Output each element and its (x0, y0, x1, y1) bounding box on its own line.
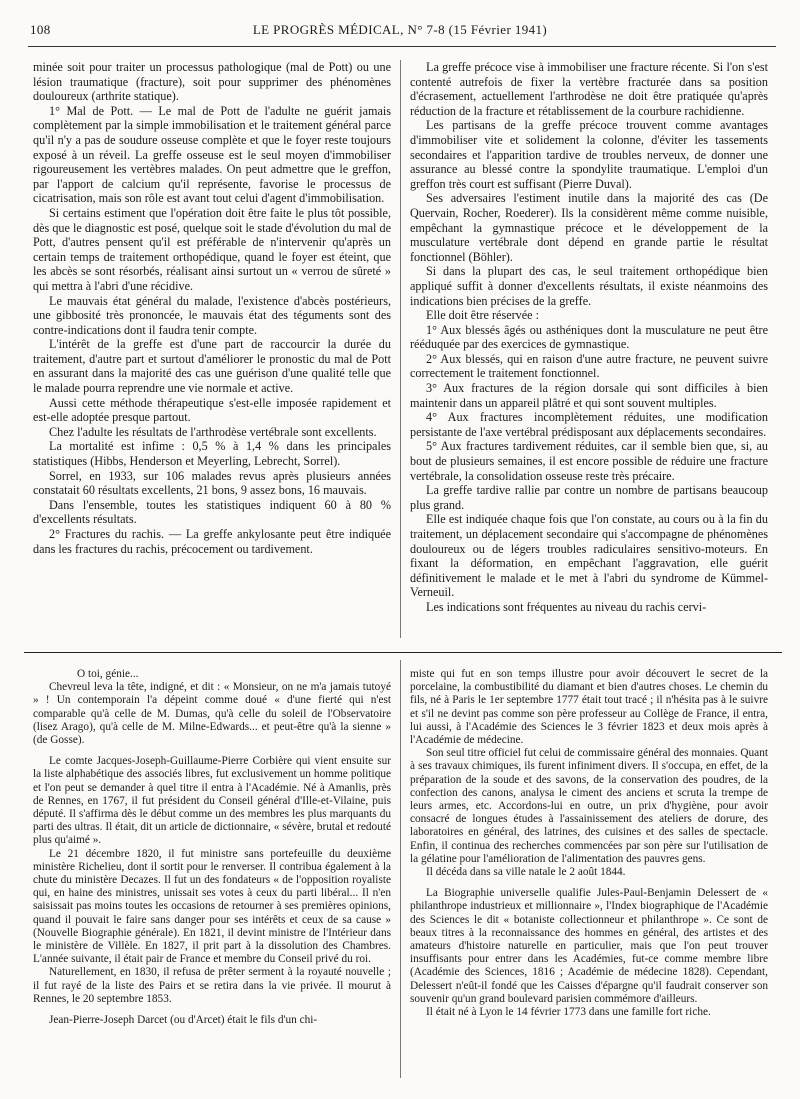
paragraph: 3° Aux fractures de la région dorsale qui sont difficiles à bien maintenir dans un appareil plâtré et qui sont souvent multiples. (410, 381, 768, 410)
column-divider (400, 60, 401, 638)
paragraph: Les indications sont fréquentes au niveau du rachis cervi- (426, 599, 707, 614)
spacer (33, 1006, 391, 1014)
section-divider (24, 652, 782, 653)
feuilleton-column-left (33, 668, 391, 1027)
spacer (33, 747, 391, 755)
page-number: 108 (30, 22, 51, 37)
paragraph: Il était né à Lyon le 14 février 1773 dans une famille fort riche. (426, 1006, 711, 1019)
paragraph: Naturellement, en 1830, il refusa de prêter serment à la royauté nouvelle ; il fut rayé de la liste des Pairs et se retira dans la vie privée. Il mourut à Rennes, le 20 septembre 1853. (33, 966, 391, 1005)
paragraph: 1° Mal de Pott. — Le mal de Pott de l'adulte ne guérit jamais complètement par la simple immobilisation et le traitement général parce qu'il n'y a pas de soudure osseuse complète et que le foyer reste toujours exposé à un réveil. La greffe osseuse est le seul moyen d'immobiliser rigoureusement les vertèbres malades. On peut admettre que le greffon, par l'apport de calcium qu'il représente, favorise le processus de cicatrisation, mais son rôle est avant tout celui d'agent d'immobilisation. (33, 103, 391, 206)
header-rule (28, 46, 776, 47)
article-column-left (33, 60, 391, 556)
paragraph: Chevreul leva la tête, indigné, et dit : « Monsieur, on ne m'a jamais tutoyé » ! Un contemporain l'a dépeint comme doué « d'une fierté qui n'est comparable qu'à celle de M. Dumas, qu'à celle du soleil de l'Observatoire (lisez Arago), qu'à celle de M. Milne-Edwards... et peut-être qu'à la sienne » (de Gosse). (33, 681, 391, 747)
paragraph: 2° Aux blessés, qui en raison d'une autre fracture, ne peuvent suivre correctement le traitement fonctionnel. (410, 351, 768, 381)
paragraph: Si certains estiment que l'opération doit être faite le plus tôt possible, dès que le diagnostic est posé, quelque soit le stade d'évolution du mal de Pott, d'autres pensent qu'il est préférable de n'intervenir qu'après un certain temps de traitement orthopédique, quand le foyer est éteint, que les abcès se sont résorbés, réalisant ainsi surtout un « verrou de sûreté » qui mettra à l'abri d'une récidive. (33, 205, 391, 293)
paragraph: Il décéda dans sa ville natale le 2 août 1844. (426, 866, 626, 879)
running-title: LE PROGRÈS MÉDICAL, N° 7-8 (15 Février 1941) (252, 22, 548, 37)
paragraph: 1° Aux blessés âgés ou asthéniques dont la musculature ne peut être rééduquée par des exercices de gymnastique. (410, 322, 768, 352)
paragraph: Les partisans de la greffe précoce trouvent comme avantages d'immobiliser vite et solidement la colonne, d'éviter les tassements secondaires et l'apparition tardive de troubles nerveux, de donner une assurance au blessé contre la spondylite traumatique. L'emploi d'un greffon très court est suffisant (Pierre Duval). (410, 118, 768, 191)
paragraph: Dans l'ensemble, toutes les statistiques indiquent 60 à 80 % d'excellents résultats. (33, 497, 391, 527)
paragraph: Sorrel, en 1933, sur 106 malades revus après plusieurs années constatait 60 résultats excellents, 21 bons, 9 assez bons, 16 mauvais. (33, 468, 391, 498)
paragraph: La greffe précoce vise à immobiliser une fracture récente. Si l'on s'est contenté autrefois de fixer la vertèbre fracturée dans sa position d'écrasement, actuellement l'arthrodèse ne doit être pratiquée qu'après réduction de la fracture et rétablissement de la courbure rachidienne. (410, 60, 768, 118)
paragraph: La mortalité est infime : 0,5 % à 1,4 % dans les principales statistiques (Hibbs, Henderson et Meyerling, Lebrecht, Sorrel). (33, 439, 391, 469)
paragraph: Jean-Pierre-Joseph Darcet (ou d'Arcet) était le fils d'un chi- (49, 1014, 318, 1027)
paragraph: L'intérêt de la greffe est d'une part de raccourcir la durée du traitement, d'autre part et surtout d'améliorer le pronostic du mal de Pott en assurant dans la majorité des cas une guérison d'une qualité telle que le malade pourra reprendre une vie normale et active. (33, 337, 391, 396)
spacer (410, 879, 768, 887)
paragraph: Ses adversaires l'estiment inutile dans la majorité des cas (De Quervain, Rocher, Roederer). Ils la considèrent même comme nuisible, empêchant la gymnastique précoce et le développement de la musculature vertébrale dont dépend en grande partie le résultat fonctionnel (Böhler). (410, 191, 768, 264)
page-header (30, 22, 770, 44)
paragraph: Si dans la plupart des cas, le seul traitement orthopédique bien appliqué suffit à donner d'excellents résultats, il existe néanmoins des indications bien précises de la greffe. (410, 264, 768, 308)
paragraph: 4° Aux fractures incomplètement réduites, une modification persistante de l'axe vertébral prédisposant aux déplacements secondaires. (410, 410, 768, 439)
paragraph: Elle est indiquée chaque fois que l'on constate, au cours ou à la fin du traitement, un déplacement secondaire qui s'accompagne de phénomènes douloureux ou de légers troubles radiculaires sensitivo-moteurs. En fixant la déformation, en empêchant l'aggravation, elle guérit définitivement le malade et le met à l'abri du syndrome de Kümmel-Verneuil. (410, 512, 768, 600)
article-column-right (410, 60, 768, 615)
paragraph: Le mauvais état général du malade, l'existence d'abcès postérieurs, une gibbosité très prononcée, le mauvais état des téguments sont des contre-indications dont il faudra tenir compte. (33, 293, 391, 337)
paragraph: Son seul titre officiel fut celui de commissaire général des monnaies. Quant à ses travaux chimiques, ils furent infiniment divers. Il s'occupa, en effet, de la préparation de la soude et des savons, de la conservation des poudres, de la confection des canons, analysa le ciment des anciens et scruta la trempe de leurs armes, etc. Accordons-lui en outre, un prix d'hygiène, pour avoir consacré de longues études à l'assainissement des ateliers de dorure, des laboratoires en général, des latrines, des cuisines et des salles de spectacle. Enfin, il continua des recherches commencées par son père sur l'utilisation de la gélatine pour l'amélioration de l'alimentation des pauvres gens. (410, 747, 768, 865)
paragraph: La Biographie universelle qualifie Jules-Paul-Benjamin Delessert de « philanthrope industrieux et millionnaire », l'Index biographique de l'Académie des Sciences le dit « botaniste collectionneur et philanthrope ». Ce sont de beaux titres à la reconnaissance des hommes en général, des artistes et des amateurs d'histoire naturelle en particulier, mais que l'on peut trouver insuffisants pour entrer dans les Académies, fut-ce comme membre libre (Académie des Sciences, 1816 ; Académie de médecine 1828). Cependant, Delessert n'eût-il fondé que les Caisses d'épargne qu'il faudrait conserver son souvenir qu'un grand boulevard parisien commémore d'ailleurs. (410, 887, 768, 1005)
paragraph: Le 21 décembre 1820, il fut ministre sans portefeuille du deuxième ministère Richelieu, dont il sortit pour le renverser. Il contribua également à la chute du ministère Decazes. Il fut un des fondateurs « de l'opposition royaliste qui, en haine des ministres, unissait ses votes à ceux du parti libéral... Il n'en saisissait pas moins toutes les occasions de retourner à ses premières opinions, quand il pouvait le faire sans danger pour ses intérêts et ceux de sa cause » (Nouvelle Biographie générale). En 1821, il devint ministre de l'Intérieur dans le ministère de Villèle. En 1827, il prit part à la dissolution des Chambres. L'année suivante, il était pair de France et membre du Conseil privé du roi. (33, 847, 391, 966)
paragraph: Aussi cette méthode thérapeutique s'est-elle imposée rapidement et est-elle adoptée presque partout. (33, 395, 391, 425)
paragraph: Chez l'adulte les résultats de l'arthrodèse vertébrale sont excellents. (49, 424, 377, 439)
feuilleton-column-right (410, 668, 768, 1019)
paragraph: 2° Fractures du rachis. — La greffe ankylosante peut être indiquée dans les fractures du rachis, précocement ou tardivement. (33, 527, 391, 556)
paragraph: La greffe tardive rallie par contre un nombre de partisans beaucoup plus grand. (410, 483, 768, 512)
paragraph: O toi, génie... (77, 668, 139, 680)
column-divider (400, 660, 401, 1078)
paragraph: miste qui fut en son temps illustre pour avoir découvert le secret de la porcelaine, la combustibilité du diamant et bien d'autres choses. Le chemin du fils, né à Paris le 1er septembre 1777 était tout tracé ; il n'hésita pas à le suivre et s'il ne devint pas comme son père professeur au Collège de France, il entra, lui aussi, à l'Académie des Sciences le 3 février 1823 et deux mois après à l'Académie de médecine. (410, 668, 768, 747)
paragraph: Elle doit être réservée : (426, 308, 540, 323)
paragraph: 5° Aux fractures tardivement réduites, car il semble bien que, si, au bout de plusieurs semaines, il est encore possible de réduire une fracture vertébrale, la consolidation osseuse reste très précaire. (410, 439, 768, 483)
paragraph: minée soit pour traiter un processus pathologique (mal de Pott) ou une lésion traumatique (fracture), soit pour supprimer des phénomènes douloureux (arthrite statique). (33, 60, 391, 104)
paragraph: Le comte Jacques-Joseph-Guillaume-Pierre Corbière qui vient ensuite sur la liste alphabétique des associés libres, fut exclusivement un homme politique et l'on peut se demander à quel titre il entra à l'Académie. Né à Amanlis, près de Rennes, en 1767, il fut président du Conseil général d'Ille-et-Vilaine, puis député. Il s'affirma dès le début comme un des membres les plus marquants du parti des ultras. Il était, dit un article de dictionnaire, « sévère, brutal et redouté plus qu'aimé ». (33, 755, 391, 847)
